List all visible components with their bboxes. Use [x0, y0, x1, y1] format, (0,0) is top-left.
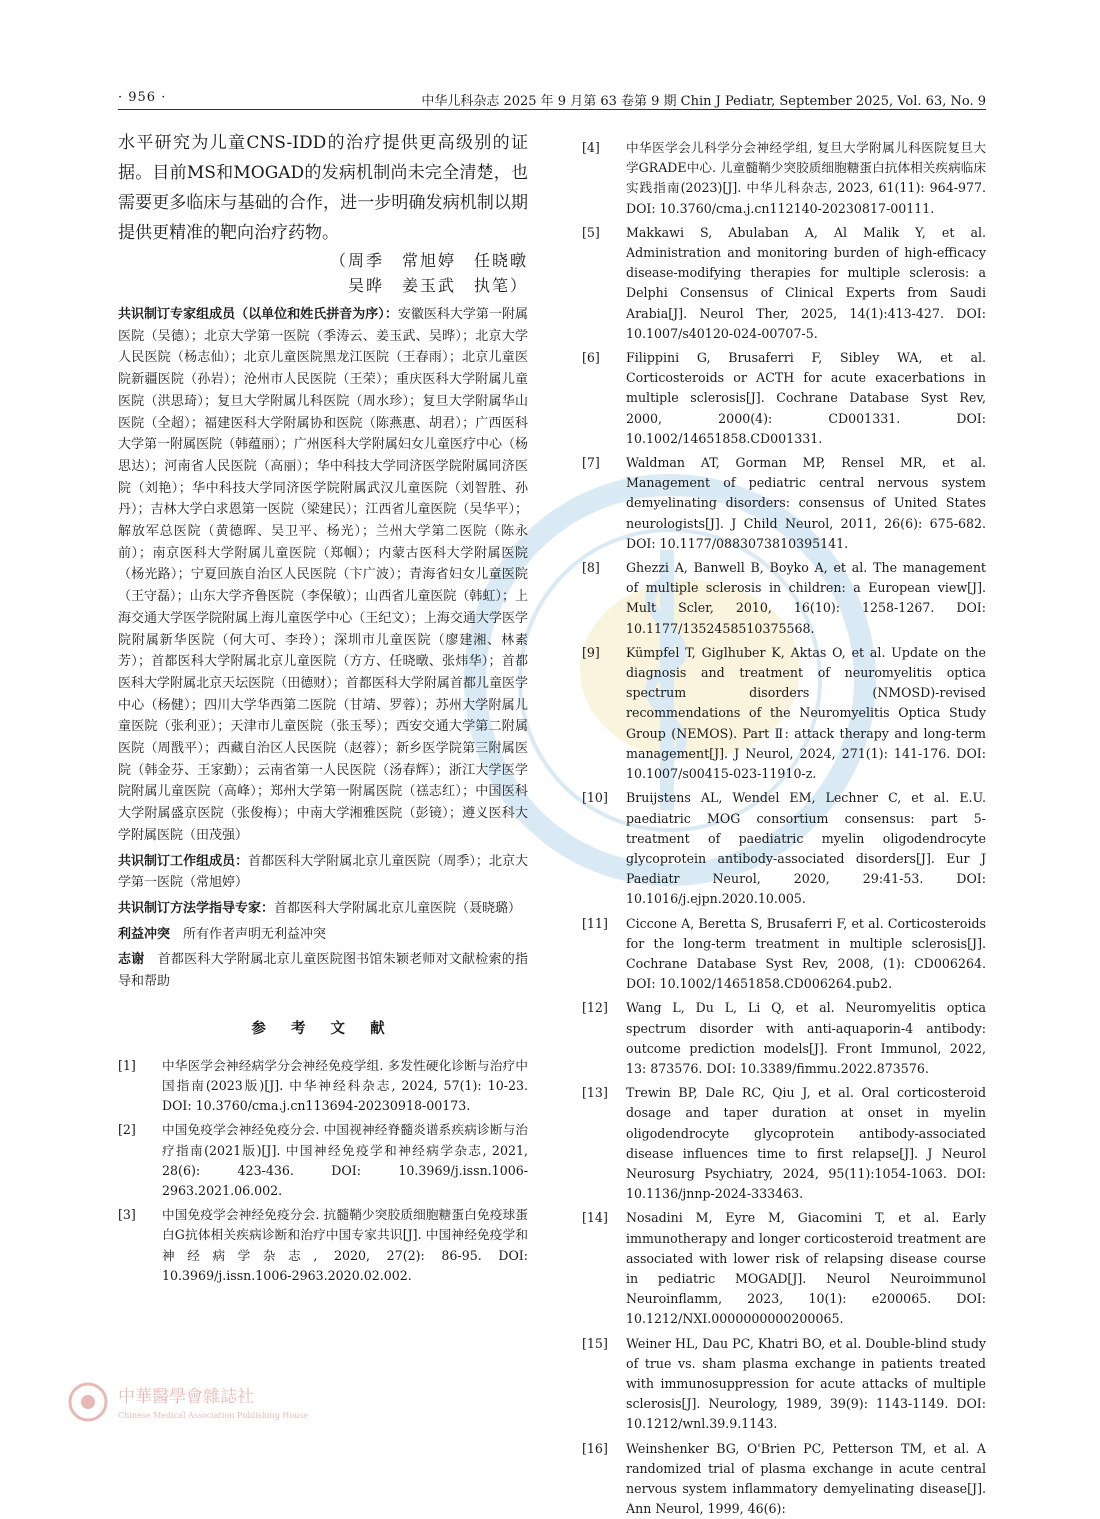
right-column: [582, 138, 986, 1517]
closing-paragraph: 水平研究为儿童CNS-IDD的治疗提供更高级别的证据。目前MS和MOGAD的发病机制尚未完全清楚，也需要更多临床与基础的合作，进一步明确发病机制以期提供更精准的靶向治疗药物。: [118, 133, 528, 243]
reference-number: [1]: [118, 1057, 136, 1073]
reference-item: [582, 998, 986, 1079]
reference-number: [4]: [582, 140, 600, 155]
reference-list-right: [582, 138, 986, 1519]
reference-text: Weiner HL, Dau PC, Khatri BO, et al. Double-blind study of true vs. sham plasma exchange in patients treated with immunosuppression for acute attacks of multiple sclerosis[J]. Neurology, 1989, 39(9): 1143-1149. DOI: 10.1212/wnl.39.9.1143.: [626, 1335, 986, 1432]
reference-item: [582, 788, 986, 909]
reference-number: [9]: [582, 644, 600, 660]
reference-text: Waldman AT, Gorman MP, Rensel MR, et al. Management of pediatric central nervous system demyelinating disorders: consensus of United States neurologists[J]. J Child Neurol, 2011, 26(6): 675-682. DOI: 10.1177/0883073810395141.: [626, 455, 986, 551]
reference-text: Wang L, Du L, Li Q, et al. Neuromyelitis optica spectrum disorder with anti-aquaporin-4 antibody: outcome prediction models[J]. Front Immunol, 2022, 13: 873576. DOI: 10.3389/fimmu.2022.873576.: [626, 1000, 986, 1076]
acknowledgement-label: 志谢: [118, 952, 145, 968]
reference-item: [582, 1208, 986, 1329]
reference-text: Kümpfel T, Giglhuber K, Aktas O, et al. Update on the diagnosis and treatment of neuromyelitis optica spectrum disorders (NMOSD)-revised recommendations of the Neuromyelitis Optica Study Group (NEMOS). Part Ⅱ: attack therapy and long-term management[J]. J Neurol, 2024, 271(1): 141-176. DOI: 10.1007/s00415-023-11910-z.: [626, 644, 986, 782]
reference-number: [10]: [582, 790, 608, 806]
reference-text: 中华医学会儿科学分会神经学组, 复旦大学附属儿科医院复旦大学GRADE中心. 儿童髓鞘少突胶质细胞糖蛋白抗体相关疾病临床实践指南(2023)[J]. 中华儿科杂志, 2023, 61(11): 964-977. DOI: 10.3760/cma.j.cn112140-20230817-00111.: [626, 140, 986, 216]
methodology-paragraph: [118, 898, 528, 920]
reference-text: 中国免疫学会神经免疫分会. 抗髓鞘少突胶质细胞糖蛋白免疫球蛋白G抗体相关疾病诊断和治疗中国专家共识[J]. 中国神经免疫学和神经病学杂志, 2020, 27(2): 86-95. DOI: 10.3969/j.issn.1006-2963.2020.02.002.: [162, 1207, 528, 1283]
publisher-name-cn: 中華醫學會雜誌社: [118, 1387, 254, 1407]
reference-number: [16]: [582, 1440, 608, 1456]
reference-item: [582, 1083, 986, 1204]
reference-number: [11]: [582, 915, 608, 931]
reference-number: [8]: [582, 560, 600, 576]
references-heading: 参 考 文 献: [251, 1019, 395, 1037]
publisher-name-en: Chinese Medical Association Publishing House: [118, 1411, 309, 1420]
reference-item: [118, 1120, 528, 1201]
header-rule: [118, 109, 986, 110]
reference-item: [118, 1205, 528, 1286]
reference-number: [2]: [118, 1122, 136, 1138]
reference-text: Makkawi S, Abulaban A, Al Malik Y, et al. Administration and monitoring burden of high-efficacy disease-modifying therapies for multiple sclerosis: a Delphi Consensus of Clinical Experts from Saudi Arabia[J]. Neurol Ther, 2025, 14(1):413-427. DOI: 10.1007/s40120-024-00707-5.: [626, 224, 986, 341]
reference-number: [7]: [582, 455, 600, 471]
reference-item: [582, 1439, 986, 1519]
reference-text: Weinshenker BG, O'Brien PC, Petterson TM, et al. A randomized trial of plasma exchange in acute central nervous system inflammatory demyelinating disease[J]. Ann Neurol, 1999, 46(6):: [626, 1440, 986, 1517]
reference-number: [6]: [582, 350, 600, 366]
reference-item: [582, 453, 986, 554]
conflict-paragraph: [118, 924, 528, 946]
reference-text: Bruijstens AL, Wendel EM, Lechner C, et al. E.U. paediatric MOG consortium consensus: part 5-treatment of paediatric myelin oligodendrocyte glycoprotein antibody-associated disorders[J]. Eur J Paediatr Neurol, 2020, 29:41-53. DOI: 10.1016/j.ejpn.2020.10.005.: [626, 790, 986, 907]
reference-text: Ciccone A, Beretta S, Brusaferri F, et al. Corticosteroids for the long-term treatment in multiple sclerosis[J]. Cochrane Database Syst Rev, 2008, (1): CD006264. DOI: 10.1002/14651858.CD006264.pub2.: [626, 915, 986, 992]
reference-number: [13]: [582, 1085, 608, 1101]
reference-item: [118, 1056, 528, 1117]
methodology-expert: 首都医科大学附属北京儿童医院（聂晓璐）: [274, 900, 522, 916]
page-header: [118, 86, 986, 110]
authors-line-2: 吴晔 姜玉武 执笔）: [347, 276, 528, 295]
expert-panel-paragraph: [118, 304, 528, 847]
reference-number: [12]: [582, 1000, 608, 1016]
reference-text: 中华医学会神经病学分会神经免疫学组. 多发性硬化诊断与治疗中国指南(2023版)[J]. 中华神经科杂志, 2024, 57(1): 10-23. DOI: 10.3760/cma.j.cn113694-20230918-00173.: [162, 1057, 528, 1114]
reference-number: [5]: [582, 224, 600, 240]
reference-item: [582, 1334, 986, 1435]
reference-number: [15]: [582, 1335, 608, 1351]
acknowledgement-paragraph: [118, 949, 528, 992]
methodology-label: 共识制订方法学指导专家：: [118, 900, 275, 916]
reference-text: 中国免疫学会神经免疫分会. 中国视神经脊髓炎谱系疾病诊断与治疗指南(2021版)[J]. 中国神经免疫学和神经病学杂志, 2021, 28(6): 423-436. DOI: 10.3969/j.issn.1006-2963.2021.06.002.: [162, 1122, 528, 1199]
working-group-list: 首都医科大学附属北京儿童医院（周季）；北京大学第一医院（常旭婷）: [118, 853, 528, 891]
reference-text: Ghezzi A, Banwell B, Boyko A, et al. The management of multiple sclerosis in children: a European view[J]. Mult Scler, 2010, 16(10): 1258-1267. DOI: 10.1177/1352458510375568.: [626, 560, 986, 636]
reference-text: Nosadini M, Eyre M, Giacomini T, et al. Early immunotherapy and longer corticosteroid treatment are associated with lower risk of relapsing disease course in pediatric MOGAD[J]. Neurol Neuroimmunol Neuroinflamm, 2023, 10(1): e200065. DOI: 10.1212/NXI.0000000000200065.: [626, 1210, 986, 1327]
publisher-logo: [66, 1380, 486, 1424]
running-head: 中华儿科杂志 2025 年 9 月第 63 卷第 9 期 Chin J Pediatr, September 2025, Vol. 63, No. 9: [421, 94, 986, 109]
working-group-paragraph: [118, 851, 528, 894]
reference-number: [3]: [118, 1207, 136, 1223]
reference-item: [582, 348, 986, 449]
expert-panel-list: 安徽医科大学第一附属医院（吴德）；北京大学第一医院（季涛云、姜玉武、吴晔）；北京大学人民医院（杨志仙）；北京儿童医院黑龙江医院（王春雨）；北京儿童医院新疆医院（孙岩）；沧州市人民医院（王荣）；重庆医科大学附属儿童医院（洪思琦）；复旦大学附属儿科医院（周水珍）；复旦大学附属华山医院（全超）；福建医科大学附属协和医院（陈燕惠、胡君）；广西医科大学第一附属医院（韩蕴丽）；广州医科大学附属妇女儿童医疗中心（杨思达）；河南省人民医院（高丽）；华中科技大学同济医学院附属同济医院（刘艳）；华中科技大学同济医学院附属武汉儿童医院（刘智胜、孙丹）；吉林大学白求恩第一医院（梁建民）；江西省儿童医院（吴华平）；解放军总医院（黄德晖、吴卫平、杨光）；兰州大学第二医院（陈永前）；南京医科大学附属儿童医院（郑帼）；内蒙古医科大学附属医院（杨光路）；宁夏回族自治区人民医院（卞广波）；青海省妇女儿童医院（王守磊）；山东大学齐鲁医院（李保敏）；山西省儿童医院（韩虹）；上海交通大学医学院附属上海儿童医学中心（王纪文）；上海交通大学医学院附属新华医院（何大可、李玲）；深圳市儿童医院（廖建湘、林素芳）；首都医科大学附属北京儿童医院（方方、任晓暾、张炜华）；首都医科大学附属北京天坛医院（田德财）；首都医科大学附属首都儿童医学中心（杨健）；四川大学华西第二医院（甘靖、罗蓉）；苏州大学附属儿童医院（张利亚）；天津市儿童医院（张玉琴）；西安交通大学第二附属医院（周戬平）；西藏自治区人民医院（赵蓉）；新乡医学院第三附属医院（韩金芬、王家勤）；云南省第一人民医院（汤春辉）；浙江大学医学院附属儿童医院（高峰）；郑州大学第一附属医院（禚志红）；中国医科大学附属盛京医院（张俊梅）；中南大学湘雅医院（彭镜）；遵义医科大学附属医院（田茂强）: [118, 307, 528, 843]
reference-item: [582, 138, 986, 219]
reference-number: [14]: [582, 1210, 608, 1226]
authors-line-1: （周季 常旭婷 任晓暾: [329, 251, 528, 270]
conflict-statement: 所有作者声明无利益冲突: [183, 926, 327, 942]
page-number: · 956 ·: [118, 90, 167, 105]
expert-panel-label: 共识制订专家组成员（以单位和姓氏拼音为序）：: [118, 307, 398, 322]
reference-text: Trewin BP, Dale RC, Qiu J, et al. Oral corticosteroid dosage and taper duration at onset in myelin oligodendrocyte glycoprotein antibody-associated disease influences time to first relapse[J]. J Neurol Neurosurg Psychiatry, 2024, 95(11):1054-1063. DOI: 10.1136/jnnp-2024-333463.: [626, 1085, 986, 1202]
reference-item: [582, 643, 986, 784]
reference-item: [582, 558, 986, 639]
working-group-label: 共识制订工作组成员：: [118, 853, 249, 869]
reference-list-left: [118, 1056, 528, 1286]
reference-item: [582, 223, 986, 344]
contributors-section: [118, 304, 528, 993]
reference-item: [582, 914, 986, 995]
acknowledgement-text: 首都医科大学附属北京儿童医院图书馆朱颖老师对文献检索的指导和帮助: [118, 952, 528, 990]
conflict-label: 利益冲突: [118, 926, 171, 942]
reference-text: Filippini G, Brusaferri F, Sibley WA, et al. Corticosteroids or ACTH for acute exacerbations in multiple sclerosis[J]. Cochrane Database Syst Rev, 2000, 2000(4): CD001331. DOI: 10.1002/14651858.CD001331.: [626, 350, 986, 446]
left-column: [118, 128, 528, 1428]
